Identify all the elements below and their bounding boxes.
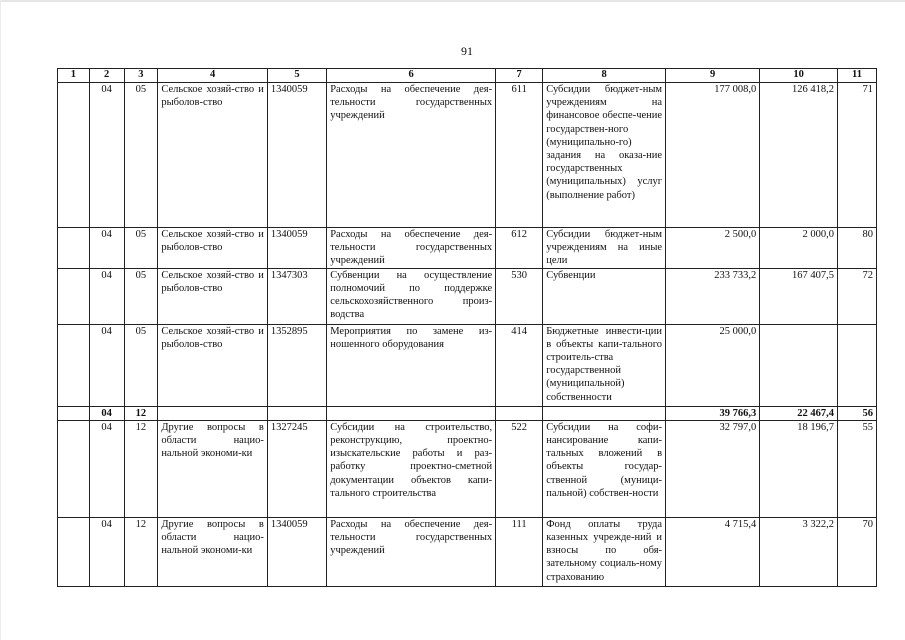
cell-col1 <box>58 268 90 324</box>
cell-amount-actual: 18 196,7 <box>760 420 838 517</box>
cell-subsection: 05 <box>124 228 158 269</box>
cell-percent: 80 <box>838 228 877 269</box>
col-header: 2 <box>89 69 124 83</box>
cell-subsection: 05 <box>124 268 158 324</box>
cell-target-code: 1340059 <box>267 517 326 586</box>
cell-expense-type: 111 <box>496 517 543 586</box>
cell-section: 04 <box>89 228 124 269</box>
col-header: 9 <box>666 69 760 83</box>
cell-expense-name: Субсидии бюджет-ным учреждениям на финансовое обеспе-чение государствен-ного (муниципально-го) задания на оказа-ние государственных (муниципальных) услуг (выполнение работ) <box>543 83 666 228</box>
subtotal-row <box>58 406 877 420</box>
table-row <box>58 268 877 324</box>
cell-expense-name: Бюджетные инвести-ции в объекты капи-тального строитель-ства государственной (муниципальной) собственности <box>543 324 666 406</box>
cell-target-code: 1352895 <box>267 324 326 406</box>
cell-section-name <box>158 406 268 420</box>
cell-percent: 71 <box>838 83 877 228</box>
cell-amount-plan: 32 797,0 <box>666 420 760 517</box>
cell-target-name <box>327 406 496 420</box>
cell-expense-type: 530 <box>496 268 543 324</box>
cell-amount-actual: 126 418,2 <box>760 83 838 228</box>
cell-expense-type: 414 <box>496 324 543 406</box>
cell-expense-type: 612 <box>496 228 543 269</box>
cell-target-code: 1340059 <box>267 83 326 228</box>
scan-edge-left <box>0 0 1 640</box>
cell-col1 <box>58 228 90 269</box>
cell-section: 04 <box>89 83 124 228</box>
cell-amount-actual: 22 467,4 <box>760 406 838 420</box>
cell-target-name: Мероприятия по замене из-ношенного оборудования <box>327 324 496 406</box>
cell-section: 04 <box>89 406 124 420</box>
cell-expense-name: Субсидии на софи-нансирование капи-тальных вложений в объекты государ-ственной (муници-пальной) собствен-ности <box>543 420 666 517</box>
cell-section-name: Сельское хозяй-ство и рыболов-ство <box>158 324 268 406</box>
table-row <box>58 228 877 269</box>
cell-amount-plan: 39 766,3 <box>666 406 760 420</box>
col-header: 10 <box>760 69 838 83</box>
cell-col1 <box>58 83 90 228</box>
cell-section-name: Сельское хозяй-ство и рыболов-ство <box>158 228 268 269</box>
cell-subsection: 12 <box>124 406 158 420</box>
cell-col1 <box>58 324 90 406</box>
cell-col1 <box>58 406 90 420</box>
cell-amount-actual: 3 322,2 <box>760 517 838 586</box>
cell-target-name: Субсидии на строительство, реконструкцию, проектно-изыскательские работы и раз-работку проектно-сметной документации объектов капи-тального строительства <box>327 420 496 517</box>
cell-target-code: 1347303 <box>267 268 326 324</box>
cell-subsection: 12 <box>124 517 158 586</box>
col-header: 7 <box>496 69 543 83</box>
cell-amount-actual: 167 407,5 <box>760 268 838 324</box>
cell-percent: 72 <box>838 268 877 324</box>
cell-expense-type: 611 <box>496 83 543 228</box>
col-header: 1 <box>58 69 90 83</box>
cell-percent: 56 <box>838 406 877 420</box>
table-row <box>58 83 877 228</box>
cell-section: 04 <box>89 268 124 324</box>
page-number: 91 <box>461 44 473 58</box>
cell-target-name: Расходы на обеспечение дея-тельности государственных учреждений <box>327 517 496 586</box>
col-header: 3 <box>124 69 158 83</box>
cell-col1 <box>58 517 90 586</box>
cell-amount-plan: 4 715,4 <box>666 517 760 586</box>
table-row <box>58 517 877 586</box>
table-row <box>58 324 877 406</box>
cell-section: 04 <box>89 517 124 586</box>
cell-percent: 55 <box>838 420 877 517</box>
cell-expense-name: Субвенции <box>543 268 666 324</box>
cell-amount-plan: 233 733,2 <box>666 268 760 324</box>
cell-expense-name <box>543 406 666 420</box>
cell-percent <box>838 324 877 406</box>
cell-section: 04 <box>89 420 124 517</box>
cell-section-name: Сельское хозяй-ство и рыболов-ство <box>158 268 268 324</box>
col-header: 6 <box>327 69 496 83</box>
cell-amount-plan: 177 008,0 <box>666 83 760 228</box>
cell-amount-plan: 25 000,0 <box>666 324 760 406</box>
cell-expense-type: 522 <box>496 420 543 517</box>
cell-expense-type <box>496 406 543 420</box>
scan-edge <box>0 0 905 2</box>
cell-target-name: Расходы на обеспечение дея-тельности государственных учреждений <box>327 83 496 228</box>
cell-amount-plan: 2 500,0 <box>666 228 760 269</box>
cell-target-code: 1327245 <box>267 420 326 517</box>
budget-table <box>57 68 877 587</box>
cell-section-name: Другие вопросы в области нацио-нальной экономи-ки <box>158 517 268 586</box>
cell-target-name: Расходы на обеспечение дея-тельности государственных учреждений <box>327 228 496 269</box>
cell-subsection: 05 <box>124 83 158 228</box>
cell-percent: 70 <box>838 517 877 586</box>
cell-section-name: Сельское хозяй-ство и рыболов-ство <box>158 83 268 228</box>
table-row <box>58 420 877 517</box>
col-header: 4 <box>158 69 268 83</box>
cell-subsection: 12 <box>124 420 158 517</box>
header-row <box>58 69 877 83</box>
cell-target-code <box>267 406 326 420</box>
cell-section-name: Другие вопросы в области нацио-нальной экономи-ки <box>158 420 268 517</box>
cell-target-name: Субвенции на осуществление полномочий по поддержке сельскохозяйственного произ-водства <box>327 268 496 324</box>
cell-expense-name: Субсидии бюджет-ным учреждениям на иные цели <box>543 228 666 269</box>
cell-amount-actual <box>760 324 838 406</box>
col-header: 5 <box>267 69 326 83</box>
cell-subsection: 05 <box>124 324 158 406</box>
col-header: 8 <box>543 69 666 83</box>
cell-section: 04 <box>89 324 124 406</box>
cell-col1 <box>58 420 90 517</box>
cell-amount-actual: 2 000,0 <box>760 228 838 269</box>
cell-expense-name: Фонд оплаты труда казенных учрежде-ний и взносы по обя-зательному социаль-ному страхованию <box>543 517 666 586</box>
cell-target-code: 1340059 <box>267 228 326 269</box>
col-header: 11 <box>838 69 877 83</box>
